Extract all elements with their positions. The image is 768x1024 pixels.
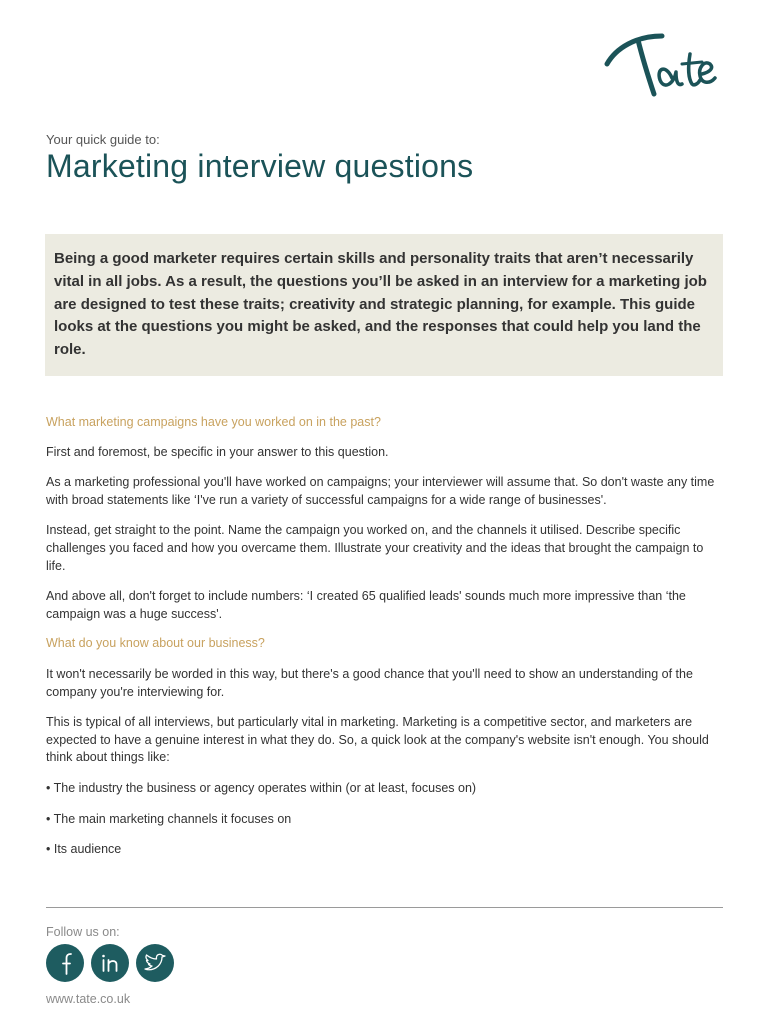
bullet-item: • The main marketing channels it focuses on — [46, 811, 292, 826]
twitter-icon — [136, 944, 174, 982]
paragraph: And above all, don't forget to include numbers: ‘I created 65 qualified leads' sounds much more impressive than ‘the campaign was a huge success'. — [46, 589, 686, 621]
bullet-item: • Its audience — [46, 842, 122, 857]
paragraph: As a marketing professional you'll have worked on campaigns; your interviewer will assume that. So don't waste any time with broad statements like ‘I've run a variety of successful campaigns for a wide range of businesses'. — [46, 475, 715, 507]
section-question: What do you know about our business? — [46, 636, 265, 651]
facebook-button[interactable] — [46, 944, 84, 982]
follow-label: Follow us on: — [46, 925, 120, 939]
website-link[interactable]: www.tate.co.uk — [46, 992, 131, 1006]
page-title: Marketing interview questions — [46, 148, 474, 184]
paragraph: It won't necessarily be worded in this way, but there's a good chance that you'll need to show an understanding of the company you're interviewing for. — [46, 666, 693, 699]
tate-logo — [602, 24, 718, 100]
intro-box — [45, 234, 723, 376]
intro-text: Being a good marketer requires certain skills and personality traits that aren’t necessarily vital in all jobs. As a result, the questions you’ll be asked in an interview for a marketing job are designed to test these traits; creativity and strategic planning, for example. This guide looks at the questions you might be asked, and the responses that could help you land the role. — [54, 250, 707, 359]
section-question: What marketing campaigns have you worked on in the past? — [46, 415, 381, 429]
article-body — [46, 414, 722, 859]
bullet-item: • The industry the business or agency operates within (or at least, focuses on) — [46, 780, 477, 795]
twitter-button[interactable] — [136, 944, 174, 982]
footer-divider — [46, 907, 723, 908]
paragraph: Instead, get straight to the point. Name the campaign you worked on, and the channels it utilised. Describe specific challenges you faced and how you overcame them. Illustrate your creativity and the ideas that brought the campaign to life. — [46, 523, 704, 573]
guide-subtitle: Your quick guide to: — [46, 132, 160, 147]
paragraph: This is typical of all interviews, but particularly vital in marketing. Marketing is a competitive sector, and marketers are expected to have a genuine interest in what they do. So, a quick look at the company's website isn't enough. You should think about things like: — [46, 715, 709, 765]
linkedin-button[interactable] — [91, 944, 129, 982]
facebook-icon — [46, 944, 84, 982]
social-links — [46, 944, 174, 982]
paragraph: First and foremost, be specific in your answer to this question. — [46, 444, 389, 459]
linkedin-icon — [91, 944, 129, 982]
